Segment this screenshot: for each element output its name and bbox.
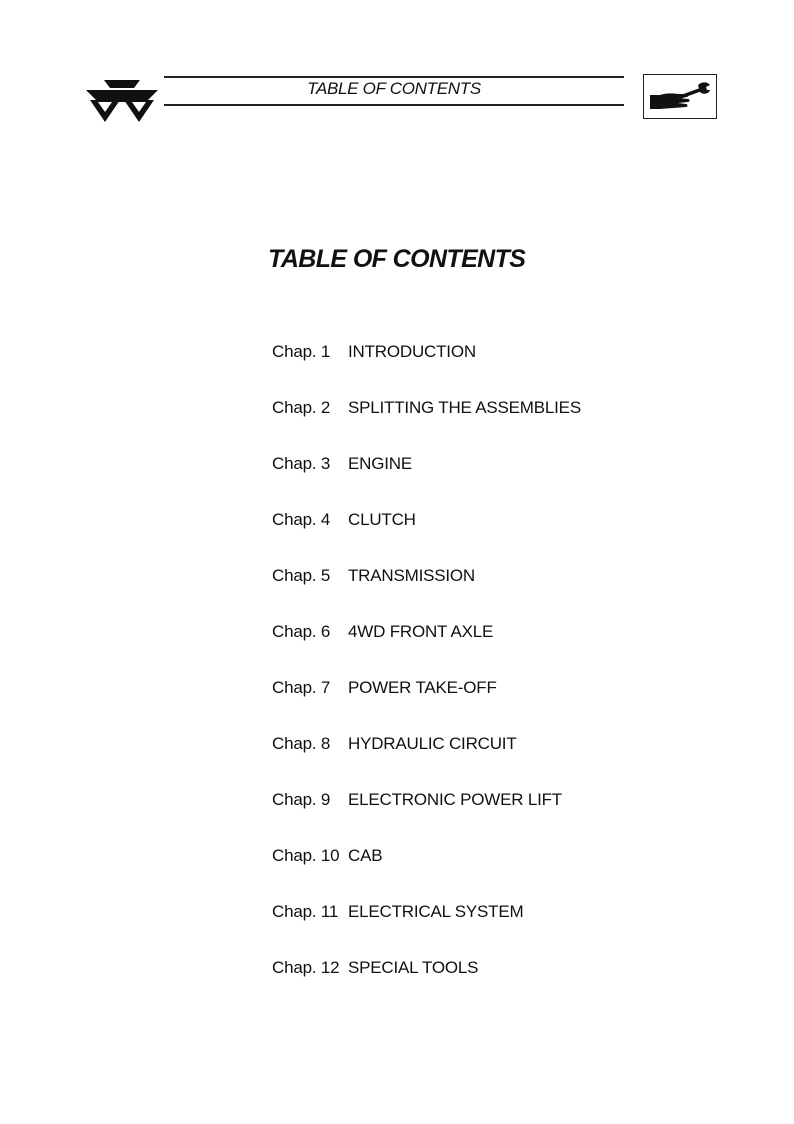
header-rule-bottom bbox=[164, 104, 624, 106]
toc-item bbox=[272, 676, 581, 732]
toc-chap-number: Chap. 7 bbox=[272, 678, 331, 697]
toc-chap-number: Chap. 9 bbox=[272, 790, 331, 809]
toc-chap-title: ELECTRONIC POWER LIFT bbox=[348, 790, 562, 809]
toc-item bbox=[272, 732, 581, 788]
toc-chap-title: 4WD FRONT AXLE bbox=[348, 622, 494, 641]
toc-chap-number: Chap. 4 bbox=[272, 510, 331, 529]
toc-chap-title: CAB bbox=[348, 846, 383, 865]
toc-chap-number: Chap. 5 bbox=[272, 566, 331, 585]
toc-item bbox=[272, 900, 581, 956]
toc-chap-title: HYDRAULIC CIRCUIT bbox=[348, 734, 517, 753]
toc-chap-number: Chap. 3 bbox=[272, 454, 331, 473]
toc-chap-title: CLUTCH bbox=[348, 510, 416, 529]
service-badge bbox=[643, 74, 717, 119]
toc-chap-title: ELECTRICAL SYSTEM bbox=[348, 902, 524, 921]
toc-chap-number: Chap. 10 bbox=[272, 846, 340, 865]
toc-chap-title: SPECIAL TOOLS bbox=[348, 958, 479, 977]
toc-chap-number: Chap. 2 bbox=[272, 398, 331, 417]
toc-chap-title: SPLITTING THE ASSEMBLIES bbox=[348, 398, 581, 417]
toc-item bbox=[272, 956, 581, 1012]
toc-item bbox=[272, 620, 581, 676]
toc-item bbox=[272, 844, 581, 900]
toc-chap-title: POWER TAKE-OFF bbox=[348, 678, 497, 697]
three-triangles-logo-icon bbox=[86, 80, 158, 122]
toc-chap-number: Chap. 1 bbox=[272, 342, 331, 361]
toc-chap-number: Chap. 8 bbox=[272, 734, 331, 753]
toc-item bbox=[272, 508, 581, 564]
toc-item bbox=[272, 452, 581, 508]
page-title: TABLE OF CONTENTS bbox=[268, 245, 526, 273]
toc-item bbox=[272, 564, 581, 620]
toc-chap-title: ENGINE bbox=[348, 454, 412, 473]
toc-chap-title: INTRODUCTION bbox=[348, 342, 476, 361]
header-title: TABLE OF CONTENTS bbox=[307, 79, 481, 98]
toc-item bbox=[272, 396, 581, 452]
toc-chap-number: Chap. 12 bbox=[272, 958, 340, 977]
toc-item bbox=[272, 788, 581, 844]
hand-wrench-icon bbox=[648, 81, 712, 113]
toc-chap-number: Chap. 11 bbox=[272, 902, 339, 921]
toc-chap-title: TRANSMISSION bbox=[348, 566, 476, 585]
header-rule-top bbox=[164, 76, 624, 78]
toc-item bbox=[272, 340, 581, 396]
toc-list bbox=[272, 340, 581, 1012]
toc-chap-number: Chap. 6 bbox=[272, 622, 331, 641]
